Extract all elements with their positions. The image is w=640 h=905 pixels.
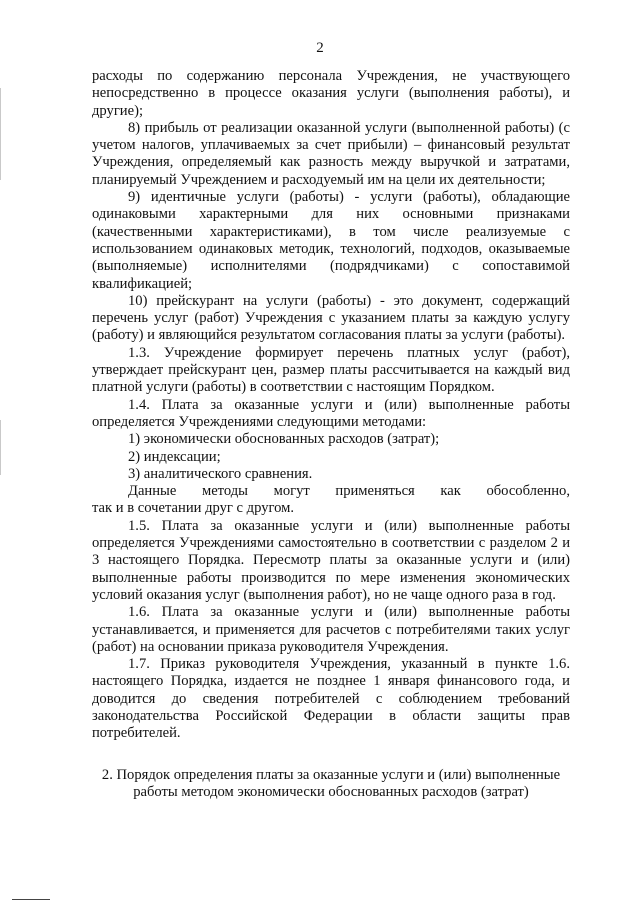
methods-note-line-1: Данные методы могут применяться как обособленно, [128,483,570,500]
document-body [92,68,570,801]
paragraph-1-7: 1.7. Приказ руководителя Учреждения, указанный в пункте 1.6. настоящего Порядка, издается не позднее 1 января финансового года, и доводится до сведения потребителей с соблюдением требований законодательства Российской Федерации в области защиты прав потребителей. [92,656,570,742]
paragraph-1-6: 1.6. Плата за оказанные услуги и (или) выполненные работы устанавливается, и применяется для расчетов с потребителями таких услуг (работ) на основании приказа руководителя Учреждения. [92,604,570,655]
paragraph-item-9: 9) идентичные услуги (работы) - услуги (работы), обладающие одинаковыми характерными для них основными признаками (качественными характеристиками), в том числе реализуемые с использованием одинаковых методик, технологий, подходов, оказываемые (выполняемые) исполнителями (подрядчиками) с сопоставимой квалификацией; [92,189,570,292]
scan-edge-mark [0,420,1,475]
method-list-item: 1) экономически обоснованных расходов (затрат); [128,431,440,448]
method-list-item: 3) аналитического сравнения. [128,465,313,482]
section-heading: 2. Порядок определения платы за оказанные услуги и (или) выполненные работы методом экономически обоснованных расходов (затрат) [101,766,561,800]
paragraph-1-3: 1.3. Учреждение формирует перечень платных услуг (работ), утверждает прейскурант цен, размер платы рассчитывается на каждый вид платной услуги (работы) в соответствии с настоящим Порядком. [92,344,570,396]
paragraph-1-5: 1.5. Плата за оказанные услуги и (или) выполненные работы определяется Учреждениями самостоятельно в соответствии с разделом 2 и 3 настоящего Порядка. Пересмотр платы за оказанные услуги и (или) выполненные работы производится по мере изменения экономических условий оказания услуг (выполнения работ), но не чаще одного раза в год. [92,517,570,603]
paragraph-1-4: 1.4. Плата за оказанные услуги и (или) выполненные работы определяется Учреждениями следующими методами: [92,396,570,430]
paragraph-item-8: 8) прибыль от реализации оказанной услуги (выполненной работы) (с учетом налогов, уплачиваемых за счет прибыли) – финансовый результат Учреждения, определяемый как разность между выручкой и затратами, планируемый Учреждением и расходуемый им на цели их деятельности; [92,119,570,188]
scan-edge-mark [0,88,1,180]
methods-note-line-2: так и в сочетании друг с другом. [92,500,295,517]
method-list-item: 2) индексации; [128,448,221,465]
footer-rule [12,899,50,900]
paragraph-item-10: 10) прейскурант на услуги (работы) - это документ, содержащий перечень услуг (работ) Учреждения с указанием платы за каждую услугу (работу) и являющийся результатом согласования платы за услуги (работы). [92,292,570,344]
paragraph-continuation: расходы по содержанию персонала Учреждения, не участвующего непосредственно в процессе оказания услуги (выполнения работы), и другие); [92,68,570,119]
page-number: 2 [316,40,324,56]
